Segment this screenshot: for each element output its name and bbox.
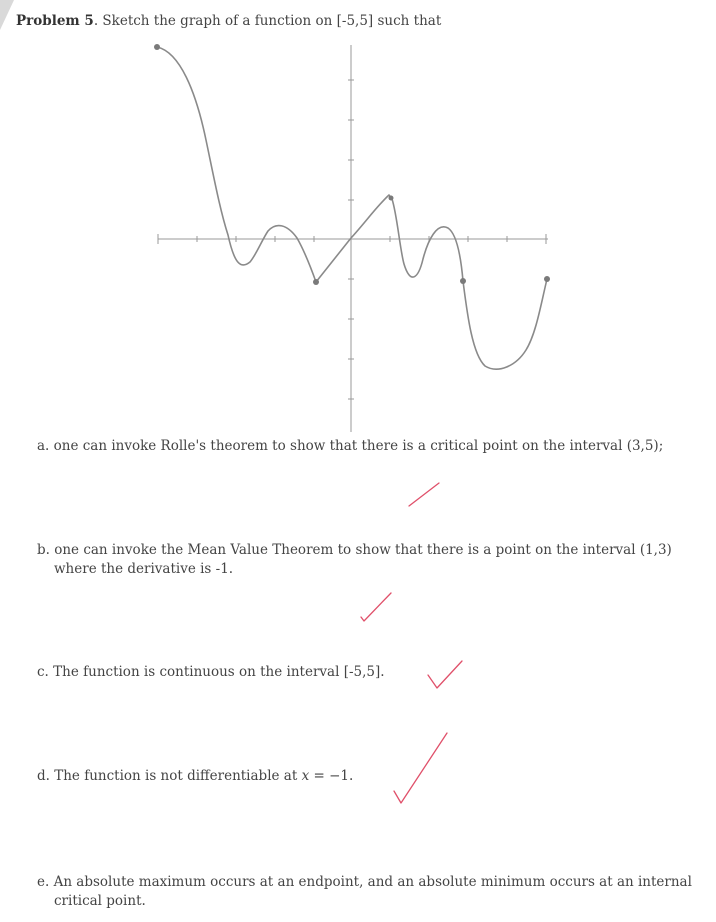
corner-point-dot xyxy=(313,279,319,285)
condition-b xyxy=(37,541,707,579)
condition-c: c. The function is continuous on the interval [-5,5]. xyxy=(37,664,385,680)
condition-e-line1: e. An absolute maximum occurs at an endpoint, and an absolute minimum occurs at an internal xyxy=(37,874,692,890)
condition-d xyxy=(37,767,353,786)
checkmark-b-icon xyxy=(361,593,391,621)
condition-a: a. one can invoke Rolle's theorem to show that there is a critical point on the interval (3,5); xyxy=(37,438,664,454)
condition-d-suffix: = −1. xyxy=(309,768,354,784)
condition-b-line2: where the derivative is -1. xyxy=(54,561,234,577)
condition-e-line2: critical point. xyxy=(54,893,146,909)
grading-checkmarks xyxy=(361,483,462,803)
problem-label: Problem 5 xyxy=(16,13,94,29)
checkmark-d-icon xyxy=(394,733,447,803)
coordinate-axes xyxy=(158,45,548,432)
peak-point-dot xyxy=(389,196,394,201)
right-endpoint-dot xyxy=(544,276,550,282)
condition-b-line1: b. one can invoke the Mean Value Theorem to show that there is a point on the interval (1,3) xyxy=(37,542,672,558)
point-x3-dot xyxy=(460,278,466,284)
checkmark-c-icon xyxy=(428,661,462,688)
condition-d-variable: x xyxy=(301,768,310,784)
condition-d-prefix: d. The function is not differentiable at xyxy=(37,768,302,784)
function-curve xyxy=(157,47,547,369)
checkmark-a-icon xyxy=(409,483,439,506)
condition-e xyxy=(37,873,707,911)
problem-statement: . Sketch the graph of a function on [-5,5] such that xyxy=(93,13,442,29)
left-endpoint-dot xyxy=(154,44,160,50)
